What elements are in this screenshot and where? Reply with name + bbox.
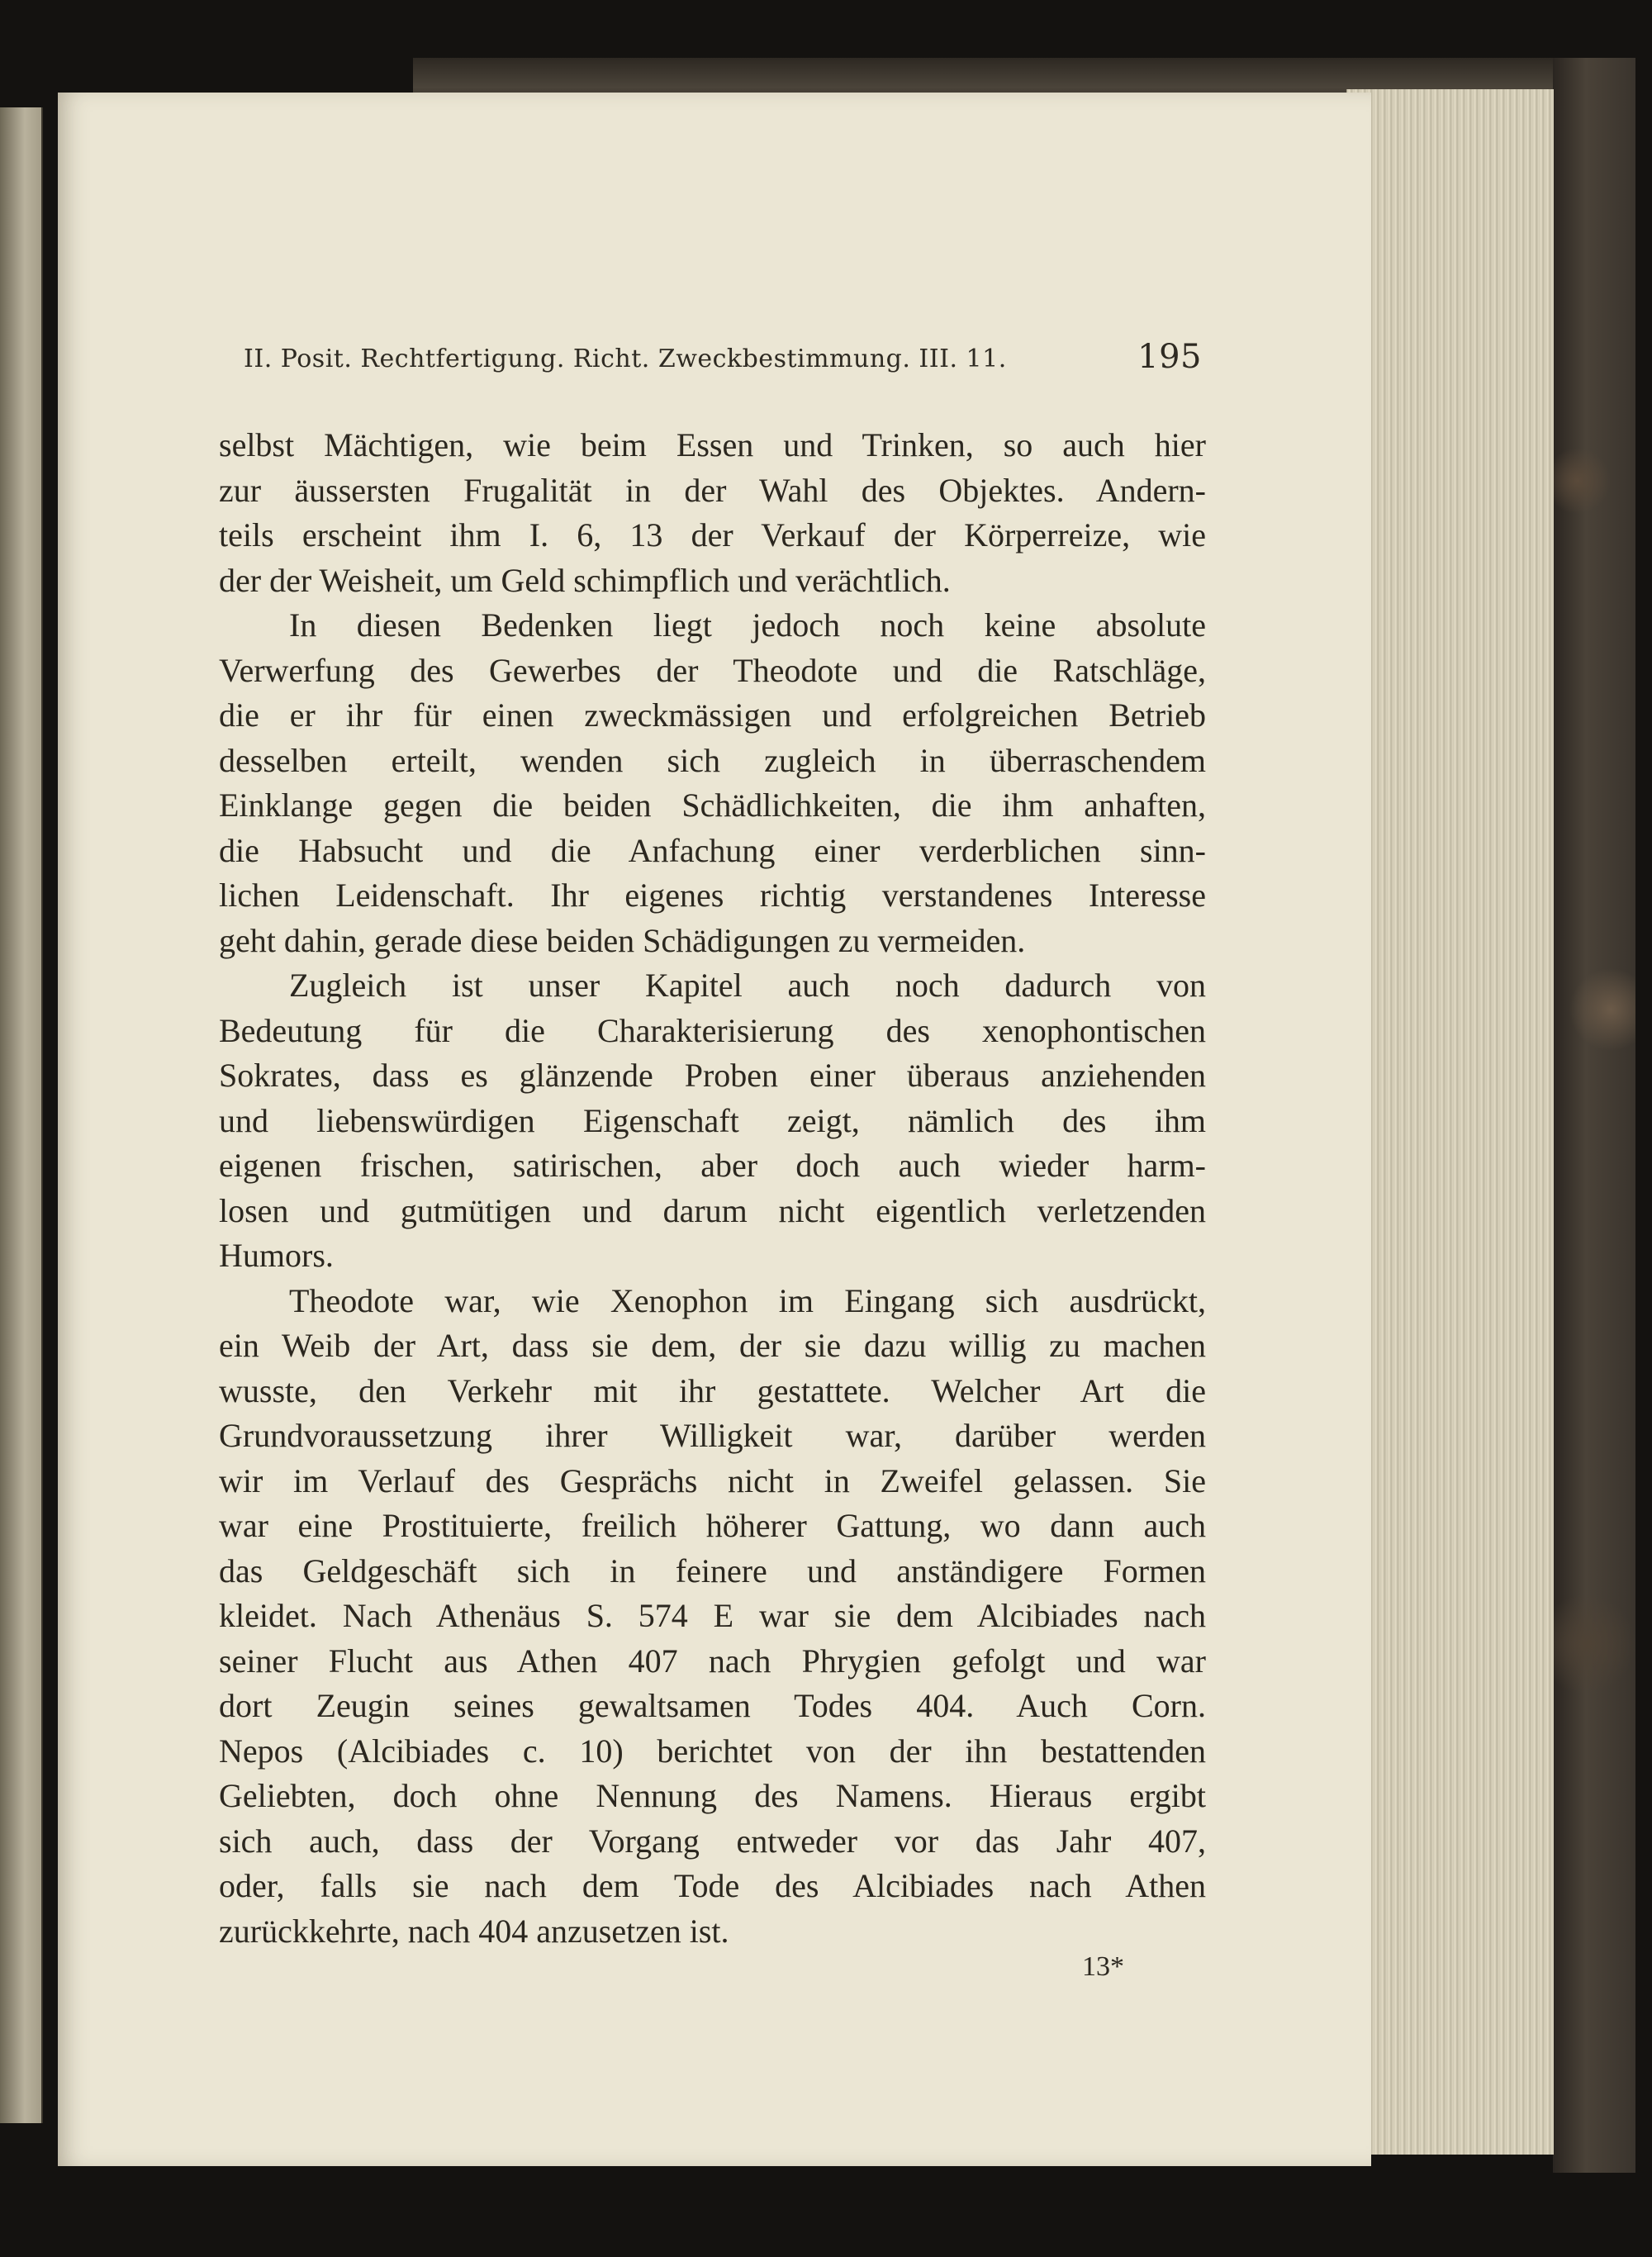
- body-text: [219, 423, 1206, 1954]
- text-line: Verwerfung des Gewerbes der Theodote und die Ratschläge,: [219, 651, 1206, 689]
- running-head-text: II. Posit. Rechtfertigung. Richt. Zweckbestimmung. III. 11.: [244, 344, 1007, 373]
- text-line: Grundvoraussetzung ihrer Willigkeit war, darüber werden: [219, 1417, 1206, 1454]
- text-line: wir im Verlauf des Gesprächs nicht in Zweifel gelassen. Sie: [219, 1461, 1206, 1499]
- text-line: die Habsucht und die Anfachung einer verderblichen sinn-: [219, 831, 1206, 869]
- text-line: teils erscheint ihm I. 6, 13 der Verkauf der Körperreize, wie: [219, 516, 1206, 554]
- text-line: die er ihr für einen zweckmässigen und erfolgreichen Betrieb: [219, 696, 1206, 734]
- text-line: seiner Flucht aus Athen 407 nach Phrygien gefolgt und war: [219, 1642, 1206, 1680]
- text-line: Sokrates, dass es glänzende Proben einer überaus anziehenden: [219, 1057, 1206, 1094]
- text-line: Humors.: [219, 1237, 334, 1274]
- text-line: losen und gutmütigen und darum nicht eigentlich verletzenden: [219, 1191, 1206, 1229]
- running-header: [244, 338, 1202, 376]
- left-page-edge: [0, 107, 43, 2123]
- text-line: war eine Prostituierte, freilich höherer Gattung, wo dann auch: [219, 1507, 1206, 1544]
- text-line: zurückkehrte, nach 404 anzusetzen ist.: [219, 1912, 729, 1950]
- text-line: wusste, den Verkehr mit ihr gestattete. Welcher Art die: [219, 1371, 1206, 1409]
- text-line: Geliebten, doch ohne Nennung des Namens. Hieraus ergibt: [219, 1777, 1206, 1814]
- text-line: Nepos (Alcibiades c. 10) berichtet von der ihn bestattenden: [219, 1732, 1206, 1770]
- text-line: Theodote war, wie Xenophon im Eingang sich ausdrückt,: [289, 1281, 1206, 1319]
- page-block-edges: [1346, 89, 1554, 2155]
- text-line: selbst Mächtigen, wie beim Essen und Trinken, so auch hier: [219, 426, 1206, 463]
- text-line: eigenen frischen, satirischen, aber doch auch wieder harm-: [219, 1147, 1206, 1184]
- text-line: kleidet. Nach Athenäus S. 574 E war sie dem Alcibiades nach: [219, 1597, 1206, 1634]
- signature-mark: 13*: [1082, 1951, 1124, 1982]
- text-line: lichen Leidenschaft. Ihr eigenes richtig verstandenes Interesse: [219, 877, 1206, 914]
- text-line: und liebenswürdigen Eigenschaft zeigt, nämlich des ihm: [219, 1101, 1206, 1139]
- book-cover-marbled: [1553, 58, 1635, 2173]
- text-line: desselben erteilt, wenden sich zugleich in überraschendem: [219, 741, 1206, 779]
- text-line: der der Weisheit, um Geld schimpflich und verächtlich.: [219, 561, 951, 599]
- text-line: dort Zeugin seines gewaltsamen Todes 404. Auch Corn.: [219, 1687, 1206, 1724]
- text-line: sich auch, dass der Vorgang entweder vor das Jahr 407,: [219, 1822, 1206, 1860]
- text-line: geht dahin, gerade diese beiden Schädigungen zu vermeiden.: [219, 921, 1026, 959]
- text-line: In diesen Bedenken liegt jedoch noch keine absolute: [289, 606, 1206, 644]
- text-line: ein Weib der Art, dass sie dem, der sie dazu willig zu machen: [219, 1327, 1206, 1364]
- text-line: Bedeutung für die Charakterisierung des xenophontischen: [219, 1011, 1206, 1049]
- text-line: das Geldgeschäft sich in feinere und anständigere Formen: [219, 1551, 1206, 1589]
- text-line: Zugleich ist unser Kapitel auch noch dadurch von: [289, 967, 1206, 1004]
- page-number: 195: [1137, 338, 1202, 376]
- text-line: oder, falls sie nach dem Tode des Alcibiades nach Athen: [219, 1867, 1206, 1904]
- text-line: Einklange gegen die beiden Schädlichkeiten, die ihm anhaften,: [219, 786, 1206, 824]
- book-page: [58, 93, 1371, 2166]
- text-line: zur äussersten Frugalität in der Wahl des Objektes. Andern-: [219, 471, 1206, 509]
